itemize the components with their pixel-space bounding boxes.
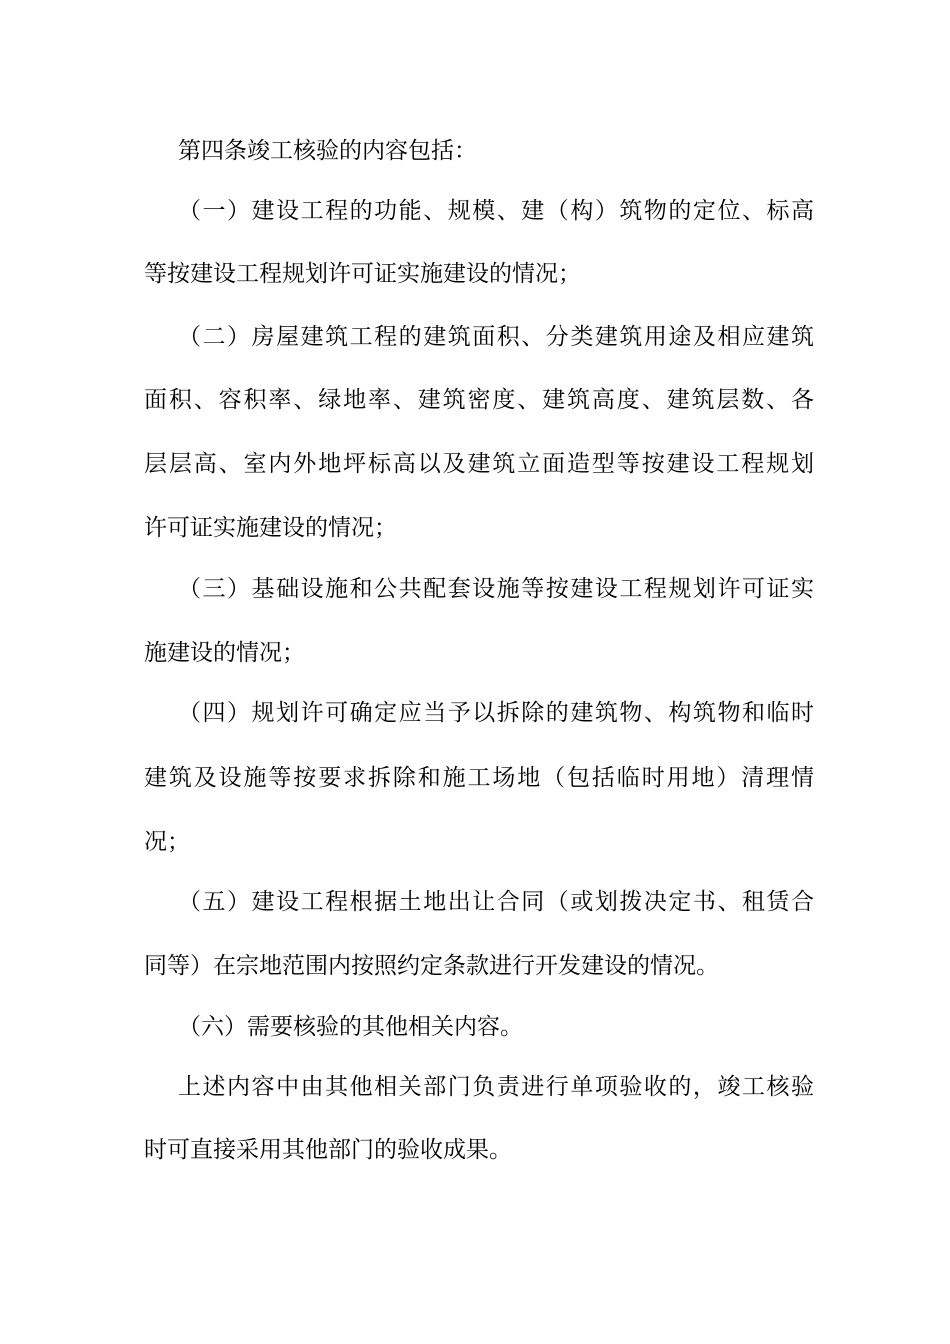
article-heading: 第四条竣工核验的内容包括： xyxy=(178,138,477,164)
text-line: 上述内容中由其他相关部门负责进行单项验收的，竣工核验 xyxy=(178,1074,814,1100)
text-line: 施建设的情况； xyxy=(144,640,305,666)
text-line: （三）基础设施和公共配套设施等按建设工程规划许可证实 xyxy=(178,576,814,602)
text-line: 许可证实施建设的情况； xyxy=(144,515,397,541)
text-line: 时可直接采用其他部门的验收成果。 xyxy=(144,1137,512,1163)
text-line: （四）规划许可确定应当予以拆除的建筑物、构筑物和临时 xyxy=(178,700,814,726)
text-line: （二）房屋建筑工程的建筑面积、分类建筑用途及相应建筑 xyxy=(178,324,814,350)
text-line: 建筑及设施等按要求拆除和施工场地（包括临时用地）清理情 xyxy=(144,765,814,791)
text-line: （一）建设工程的功能、规模、建（构）筑物的定位、标高 xyxy=(178,198,814,224)
text-line: 同等）在宗地范围内按照约定条款进行开发建设的情况。 xyxy=(144,953,719,979)
text-line: 况； xyxy=(144,829,190,855)
text-line: 等按建设工程规划许可证实施建设的情况； xyxy=(144,261,581,287)
text-line: （六）需要核验的其他相关内容。 xyxy=(178,1014,523,1040)
text-line: 层层高、室内外地坪标高以及建筑立面造型等按建设工程规划 xyxy=(144,451,814,477)
text-line: （五）建设工程根据土地出让合同（或划拨决定书、租赁合 xyxy=(178,889,814,915)
text-line: 面积、容积率、绿地率、建筑密度、建筑高度、建筑层数、各 xyxy=(144,387,814,413)
